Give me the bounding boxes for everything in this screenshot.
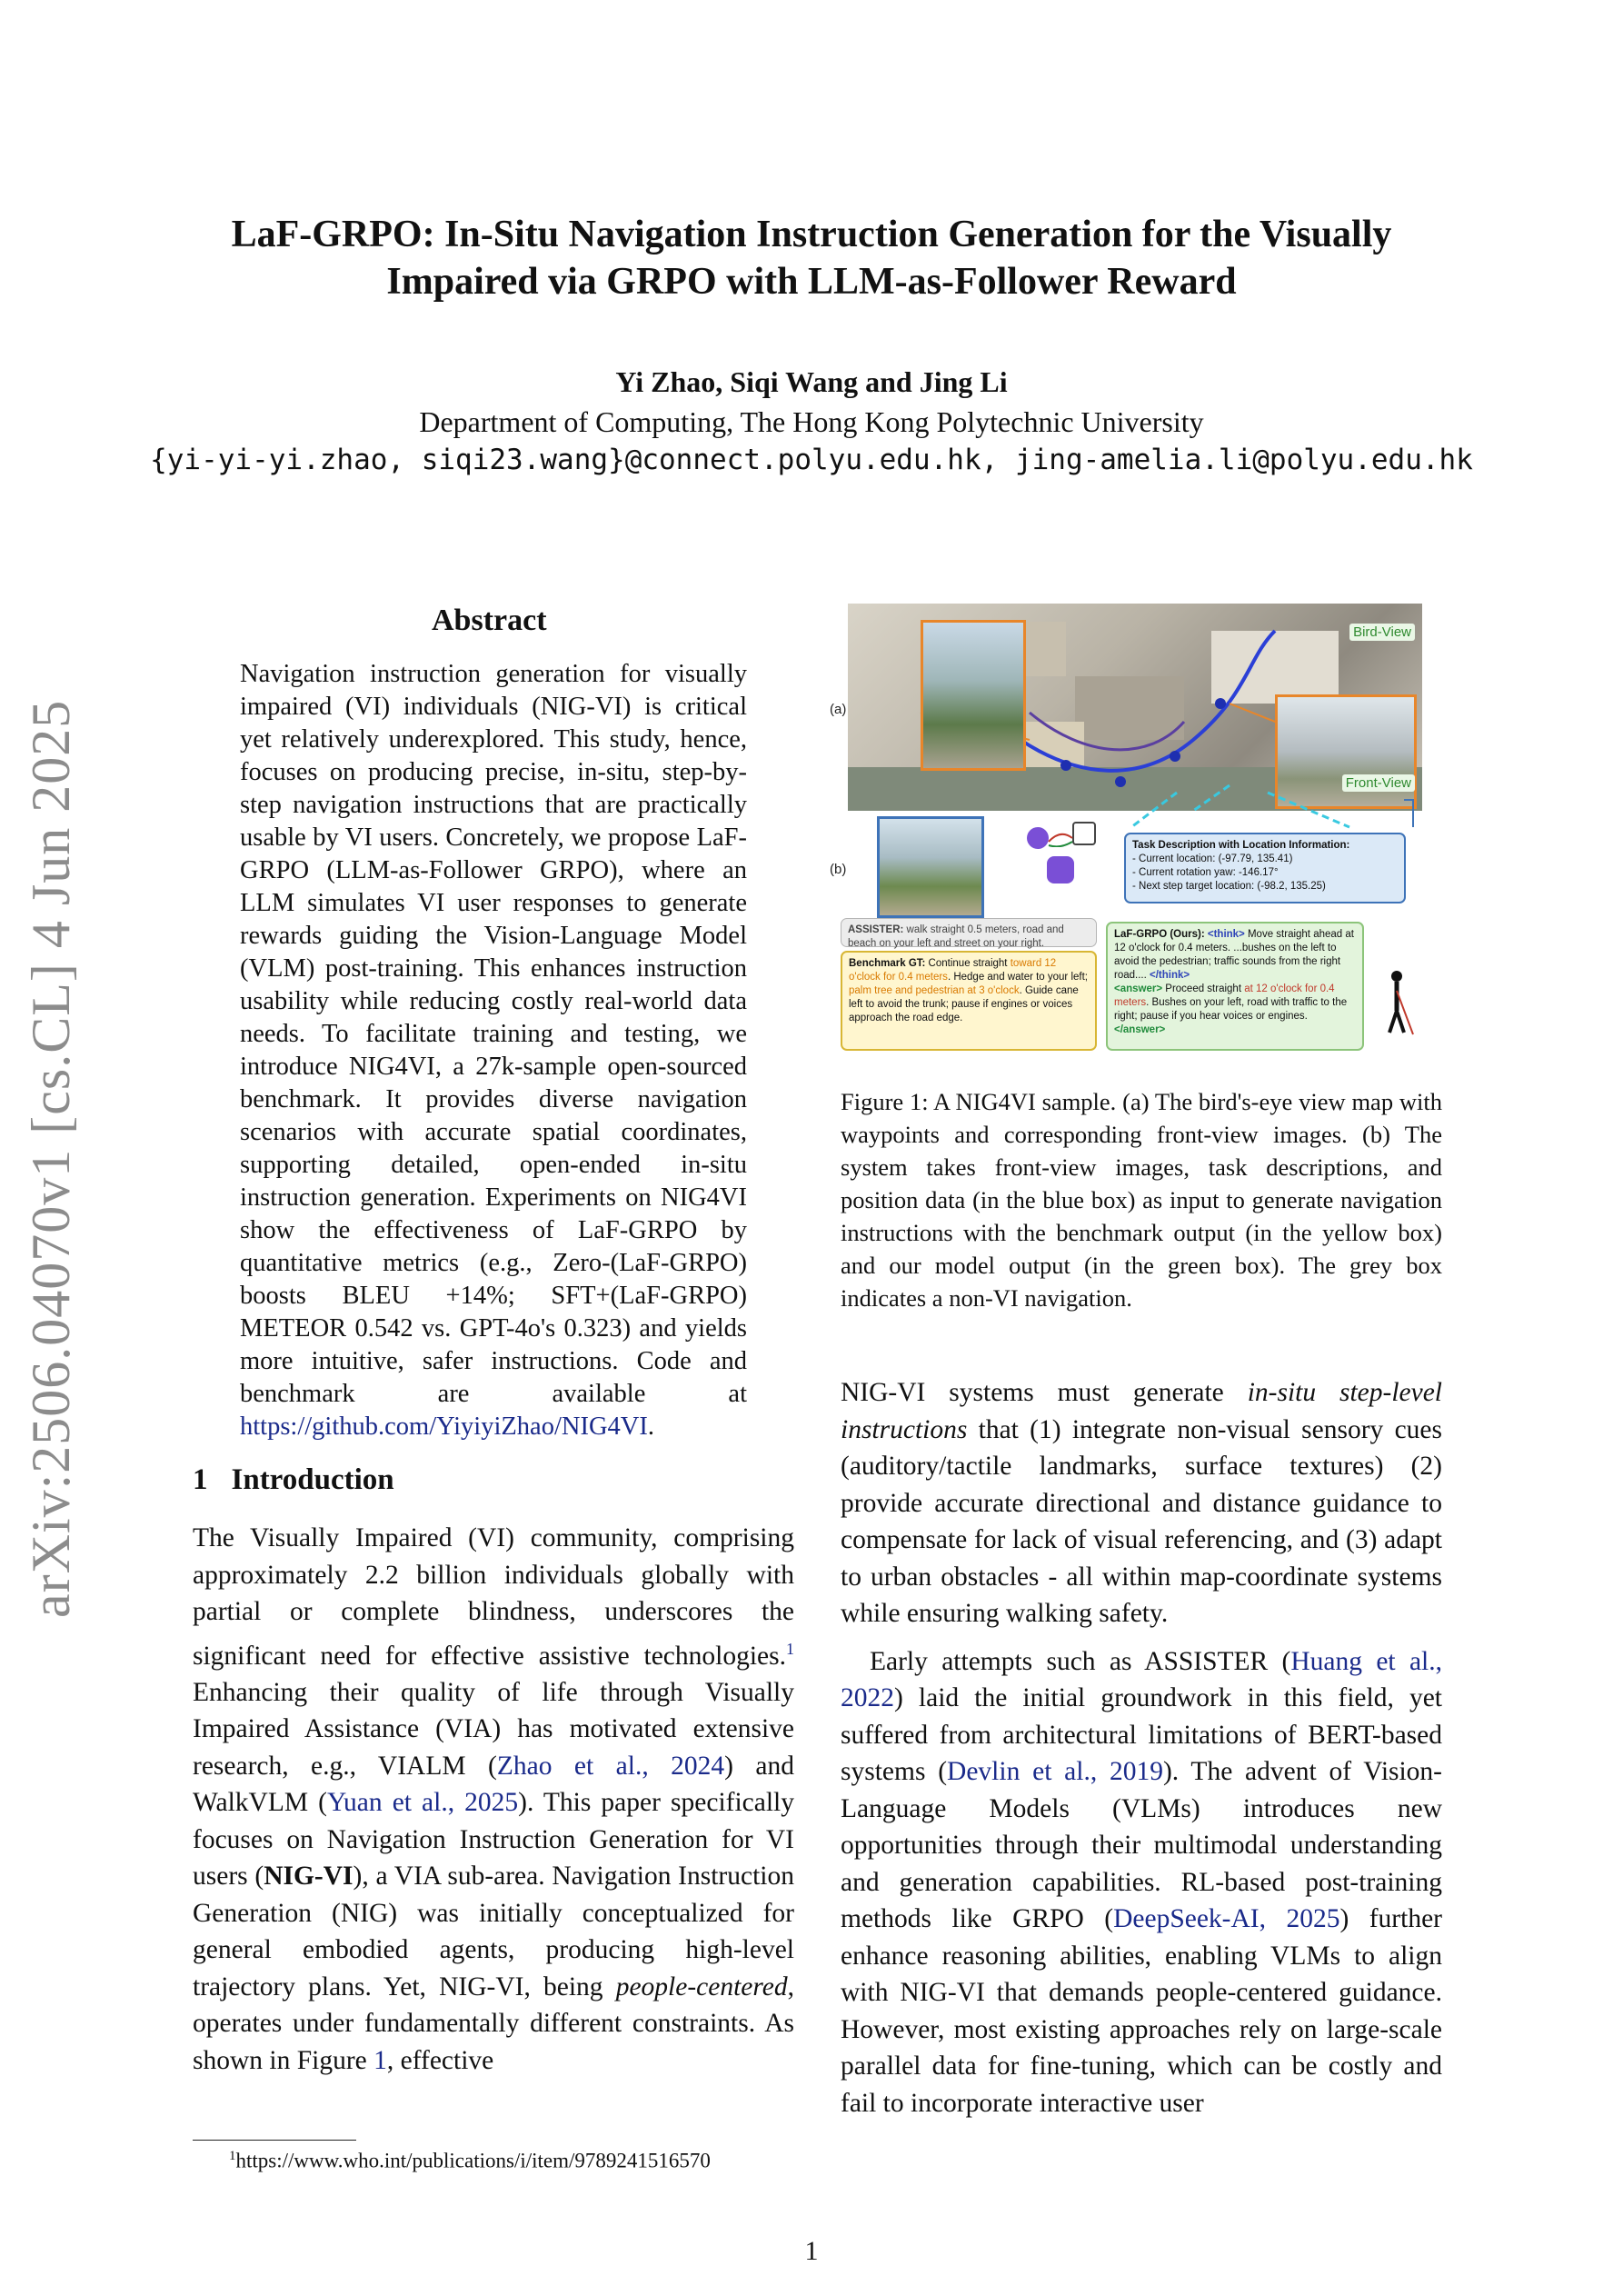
task-line-3: - Next step target location: (-98.2, 135.25) — [1132, 881, 1326, 892]
gt-highlight: palm tree and pedestrian at 3 o'clock — [849, 985, 1020, 996]
text-run: ) laid the initial groundwork in this field, yet suffered from architectural limitations of BERT-based systems ( — [841, 1683, 1442, 1786]
task-description-box — [1124, 833, 1406, 903]
answer-text: . Bushes on your left, road with traffic to the right; pause if you hear voices or engines. — [1114, 997, 1348, 1022]
text-run: that (1) integrate non-visual sensory cues (auditory/tactile landmarks, surface textures) (2) provide accurate directional and distance guidance to compensate for lack of visual referencing, and (3) adapt to urban obstacles - all within map-coordinate systems while ensuring walking safety. — [841, 1414, 1442, 1628]
emails: {yi-yi-yi.zhao, siqi23.wang}@connect.polyu.edu.hk, jing-amelia.li@polyu.edu.hk — [150, 444, 1473, 476]
abstract-end: . — [647, 1413, 654, 1441]
gt-highlight: toward 12 o'clock for 0.4 meters — [849, 958, 1057, 983]
text-run: Enhancing their quality of life through Visually Impaired Assistance (VIA) has motivated extensive research, e.g., VIALM ( — [193, 1677, 794, 1781]
footnote-ref[interactable]: 1 — [786, 1639, 794, 1658]
gt-text: Continue straight — [925, 958, 1011, 969]
abstract-text — [240, 658, 747, 1443]
assister-text: walk straight 0.5 meters, road and beach on your left and street on your right. — [848, 924, 1064, 949]
text-run: The Visually Impaired (VI) community, comprising approximately 2.2 billion individuals globally with partial or complete blindness, underscores the significant need for effective assistive technologies. — [193, 1523, 794, 1671]
footnote-rule — [193, 2140, 356, 2141]
figure-ref[interactable]: 1 — [373, 2045, 387, 2075]
abstract-heading: Abstract — [432, 604, 547, 637]
assister-label: ASSISTER: — [848, 924, 904, 935]
gt-text: . Hedge and water to your left; — [947, 972, 1088, 983]
figure-1-caption: Figure 1: A NIG4VI sample. (a) The bird's-eye view map with waypoints and corresponding front-view images. (b) The system takes front-view images, task descriptions, and position data (in the blue box) as input to generate navigation instructions with the benchmark output (in the yellow box) and our model output (in the green box). The grey box indicates a non-VI navigation. — [841, 1088, 1442, 1312]
title-line-1: LaF-GRPO: In-Situ Navigation Instruction Generation for the Visually — [231, 214, 1392, 255]
paper-title — [164, 211, 1459, 305]
text-run: Early attempts such as ASSISTER ( — [870, 1646, 1291, 1676]
text-run: ) and WalkVLM ( — [193, 1751, 794, 1818]
figure-1 — [830, 604, 1422, 1067]
footnote — [229, 2149, 711, 2173]
right-paragraph-2 — [841, 1643, 1442, 2122]
answer-tag: <answer> — [1114, 983, 1163, 994]
robot-icon — [1047, 856, 1074, 883]
lafgrpo-output-box — [1106, 922, 1364, 1051]
think-tag: <think> — [1207, 929, 1245, 940]
gt-text: . Guide cane left to avoid the trunk; pause if engines or voices approach the road edge. — [849, 985, 1079, 1023]
arxiv-stamp: arXiv:2506.04070v1 [cs.CL] 4 Jun 2025 — [21, 699, 81, 1618]
cite-devlin[interactable]: Devlin et al., 2019 — [947, 1757, 1163, 1786]
authors: Yi Zhao, Siqi Wang and Jing Li — [615, 365, 1008, 398]
bold-term: NIG-VI — [264, 1862, 353, 1892]
bird-view-map — [848, 604, 1422, 811]
right-paragraph-1 — [841, 1374, 1442, 1632]
connector-lines — [968, 791, 1422, 834]
think-text: Move straight ahead at 12 o'clock for 0.4 meters. ...bushes on the left to avoid the pedestrian; traffic sounds from the right road.... — [1114, 929, 1354, 981]
panel-b-label: (b) — [830, 862, 847, 877]
answer-tag: </answer> — [1114, 1024, 1166, 1035]
text-run: ). The advent of Vision-Language Models (VLMs) introduces new opportunities through their multimodal understanding and generation capabilities. RL-based post-training methods like GRPO ( — [841, 1757, 1443, 1933]
task-line-2: - Current rotation yaw: -146.17° — [1132, 867, 1279, 878]
panel-a-label: (a) — [830, 702, 847, 717]
text-run: ), a VIA sub-area. Navigation Instruction Generation (NIG) was initially conceptualized for general embodied agents, producing high-level trajectory plans. Yet, NIG-VI, being — [193, 1862, 794, 2002]
text-run: ) further enhance reasoning abilities, enabling VLMs to align with NIG-VI that demands people-centered guidance. However, most existing approaches rely on large-scale parallel data for fine-tuning, which can be costly and fail to incorporate interactive user — [841, 1904, 1442, 2118]
task-line-1: - Current location: (-97.79, 135.41) — [1132, 854, 1293, 864]
front-view-tag: Front-View — [1342, 774, 1415, 792]
title-line-2: Impaired via GRPO with LLM-as-Follower Reward — [386, 261, 1237, 303]
cite-yuan[interactable]: Yuan et al., 2025 — [326, 1788, 519, 1818]
answer-text: Proceed straight — [1162, 983, 1245, 994]
task-title: Task Description with Location Information: — [1132, 840, 1350, 851]
benchmark-gt-box — [841, 951, 1097, 1051]
answer-highlight: at 12 o'clock for 0.4 meters — [1114, 983, 1335, 1008]
footnote-url[interactable]: https://www.who.int/publications/i/item/9789241516570 — [235, 2149, 711, 2172]
affiliation: Department of Computing, The Hong Kong Polytechnic University — [419, 405, 1204, 438]
blind-walker-icon — [1377, 949, 1422, 1040]
github-link[interactable]: https://github.com/YiyiyiZhao/NIG4VI — [240, 1413, 648, 1441]
assister-output-box — [841, 918, 1097, 947]
text-run: , operates under fundamentally different constraints. As shown in Figure — [193, 1972, 794, 2075]
text-run: NIG-VI systems must generate — [841, 1378, 1248, 1407]
italic-term: people-centered — [615, 1972, 788, 2002]
ours-label: LaF-GRPO (Ours): — [1114, 929, 1205, 940]
text-run: , effective — [386, 2045, 494, 2075]
cite-huang[interactable]: Huang et al., 2022 — [841, 1646, 1442, 1712]
front-view-photo-1 — [921, 620, 1026, 771]
footnote-mark: 1 — [229, 2149, 236, 2163]
bird-view-tag: Bird-View — [1349, 624, 1415, 641]
intro-paragraph-1 — [193, 1520, 794, 2079]
right-column-text — [841, 1374, 1442, 2121]
think-tag: </think> — [1150, 970, 1190, 981]
section-number: 1 — [193, 1463, 208, 1496]
cite-zhao[interactable]: Zhao et al., 2024 — [496, 1751, 725, 1781]
page-number: 1 — [804, 2236, 819, 2266]
italic-term: in-situ step-level instructions — [841, 1378, 1442, 1444]
gt-label: Benchmark GT: — [849, 958, 926, 969]
section-title: Introduction — [231, 1463, 394, 1496]
cite-deepseek[interactable]: DeepSeek-AI, 2025 — [1113, 1904, 1340, 1933]
section-heading-introduction — [193, 1463, 394, 1497]
abstract-body: Navigation instruction generation for visually impaired (VI) individuals (NIG-VI) is critical yet relatively underexplored. This study, hence, focuses on producing precise, in-situ, step-by-step navigation instructions that are practically usable by VI users. Concretely, we propose LaF-GRPO (LLM-as-Follower GRPO), where an LLM simulates VI user responses to generate rewards guiding the Vision-Language Model (VLM) post-training. This enhances instruction usability while reducing costly real-world data needs. To facilitate training and testing, we introduce NIG4VI, a 27k-sample open-sourced benchmark. It provides diverse navigation scenarios with accurate spatial coordinates, supporting detailed, open-ended in-situ instruction generation. Experiments on NIG4VI show the effectiveness of LaF-GRPO by quantitative metrics (e.g., Zero-(LaF-GRPO) boosts BLEU +14%; SFT+(LaF-GRPO) METEOR 0.542 vs. GPT-4o's 0.323) and yields more intuitive, safer instructions. Code and benchmark are available at — [240, 660, 747, 1408]
text-run: ). This paper specifically focuses on Navigation Instruction Generation for VI users ( — [193, 1788, 794, 1892]
